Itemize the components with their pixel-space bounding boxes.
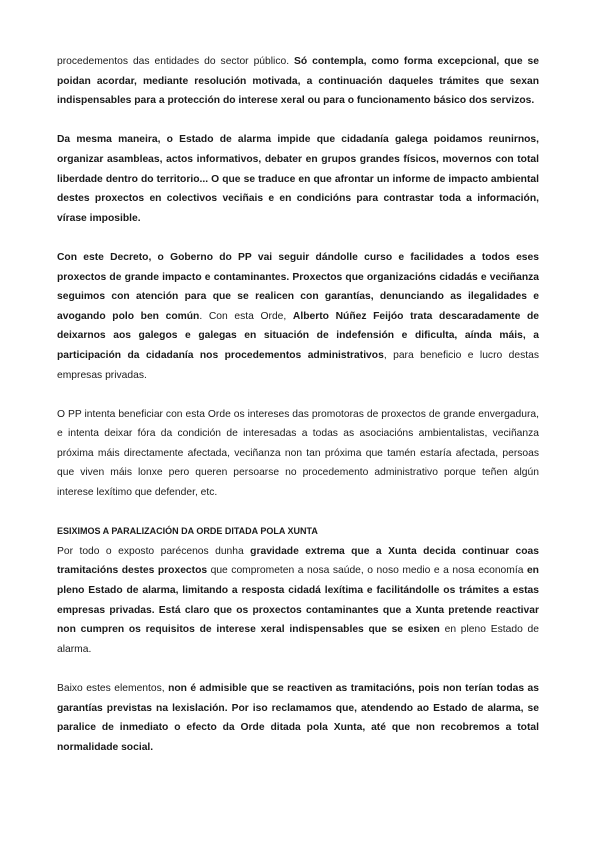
paragraph-5 (57, 542, 539, 660)
paragraph-4-text: O PP intenta beneficiar con esta Orde os intereses das promotoras de proxectos de grande envergadura, e intenta deixar fóra da condición de interesadas a todas as asociacións ambientalistas, veciñanza próxima máis directamente afectada, veciñanza non tan próxima que tamén estaría afectada, persoas que viven máis lonxe pero queren persoarse no procedemento administrativo porque teñen algún interese lexítimo que defender, etc. (57, 408, 539, 499)
paragraph-1 (57, 52, 539, 111)
document-body (57, 52, 539, 757)
paragraph-3-text-2: , para beneficio e lucro destas empresas privadas. (57, 349, 539, 381)
paragraph-3-bold-2: Alberto Núñez Feijóo trata descaradamente de deixarnos aos galegos e galegas en situación de indefensión e dificulta, aínda máis, a participación da cidadanía nos procedementos administrativos (57, 310, 539, 361)
paragraph-2 (57, 130, 539, 228)
paragraph-6 (57, 679, 539, 757)
paragraph-5-text-1: Por todo o exposto parécenos dunha (57, 545, 251, 557)
paragraph-5-text-2: que comprometen a nosa saúde, o noso medio e a nosa economía (207, 565, 527, 577)
paragraph-1-bold: Só contempla, como forma excepcional, que se poidan acordar, mediante resolución motivada, a continuación daqueles trámites que sexan indispensables para a protección do interese xeral ou para o funcionamento básico dos servizos. (57, 56, 539, 107)
section-heading: ESIXIMOS A PARALIZACIÓN DA ORDE DITADA POLA XUNTA (57, 526, 318, 537)
paragraph-3-bold-1: Con este Decreto, o Goberno do PP vai seguir dándolle curso e facilidades a todos eses proxectos de grande impacto e contaminantes. Proxectos que organizacións cidadás e veciñanza seguimos con atención para que se realicen con garantías, denunciando as ilegalidades e avogando polo ben común (57, 251, 539, 322)
paragraph-5-bold-1: gravidade extrema que a Xunta decida continuar coas tramitacións destes proxectos (57, 545, 539, 577)
paragraph-5-bold-2: en pleno Estado de alarma, limitando a resposta cidadá lexítima e facilitándolle os trámites a estas empresas privadas. Está claro que os proxectos contaminantes que a Xunta pretende reactivar non cumpren os requisitos de interese xeral indispensables que se esixen (57, 565, 539, 636)
paragraph-3-text-1: . Con esta Orde, (199, 310, 293, 322)
paragraph-2-bold: Da mesma maneira, o Estado de alarma impide que cidadanía galega poidamos reunirnos, organizar asambleas, actos informativos, debater en grupos grandes físicos, movernos con total liberdade dentro do territorio... O que se traduce en que afrontar un informe de impacto ambiental destes proxectos en colectivos veciñais e en condicións para contrastar toda a información, vírase imposible. (57, 134, 539, 224)
paragraph-6-text: Baixo estes elementos, (57, 683, 169, 694)
paragraph-5-text-3: en pleno Estado de alarma. (57, 624, 539, 655)
paragraph-6-bold: non é admisible que se reactiven as tramitacións, pois non terían todas as garantías previstas na lexislación. Por iso reclamamos que, atendendo ao Estado de alarma, se paralice de inmediato o efecto da Orde ditada pola Xunta, até que non recobremos a total normalidade social. (57, 683, 540, 753)
paragraph-3 (57, 248, 539, 385)
paragraph-1-text: procedementos das entidades do sector público. (57, 56, 295, 67)
paragraph-4 (57, 405, 539, 503)
